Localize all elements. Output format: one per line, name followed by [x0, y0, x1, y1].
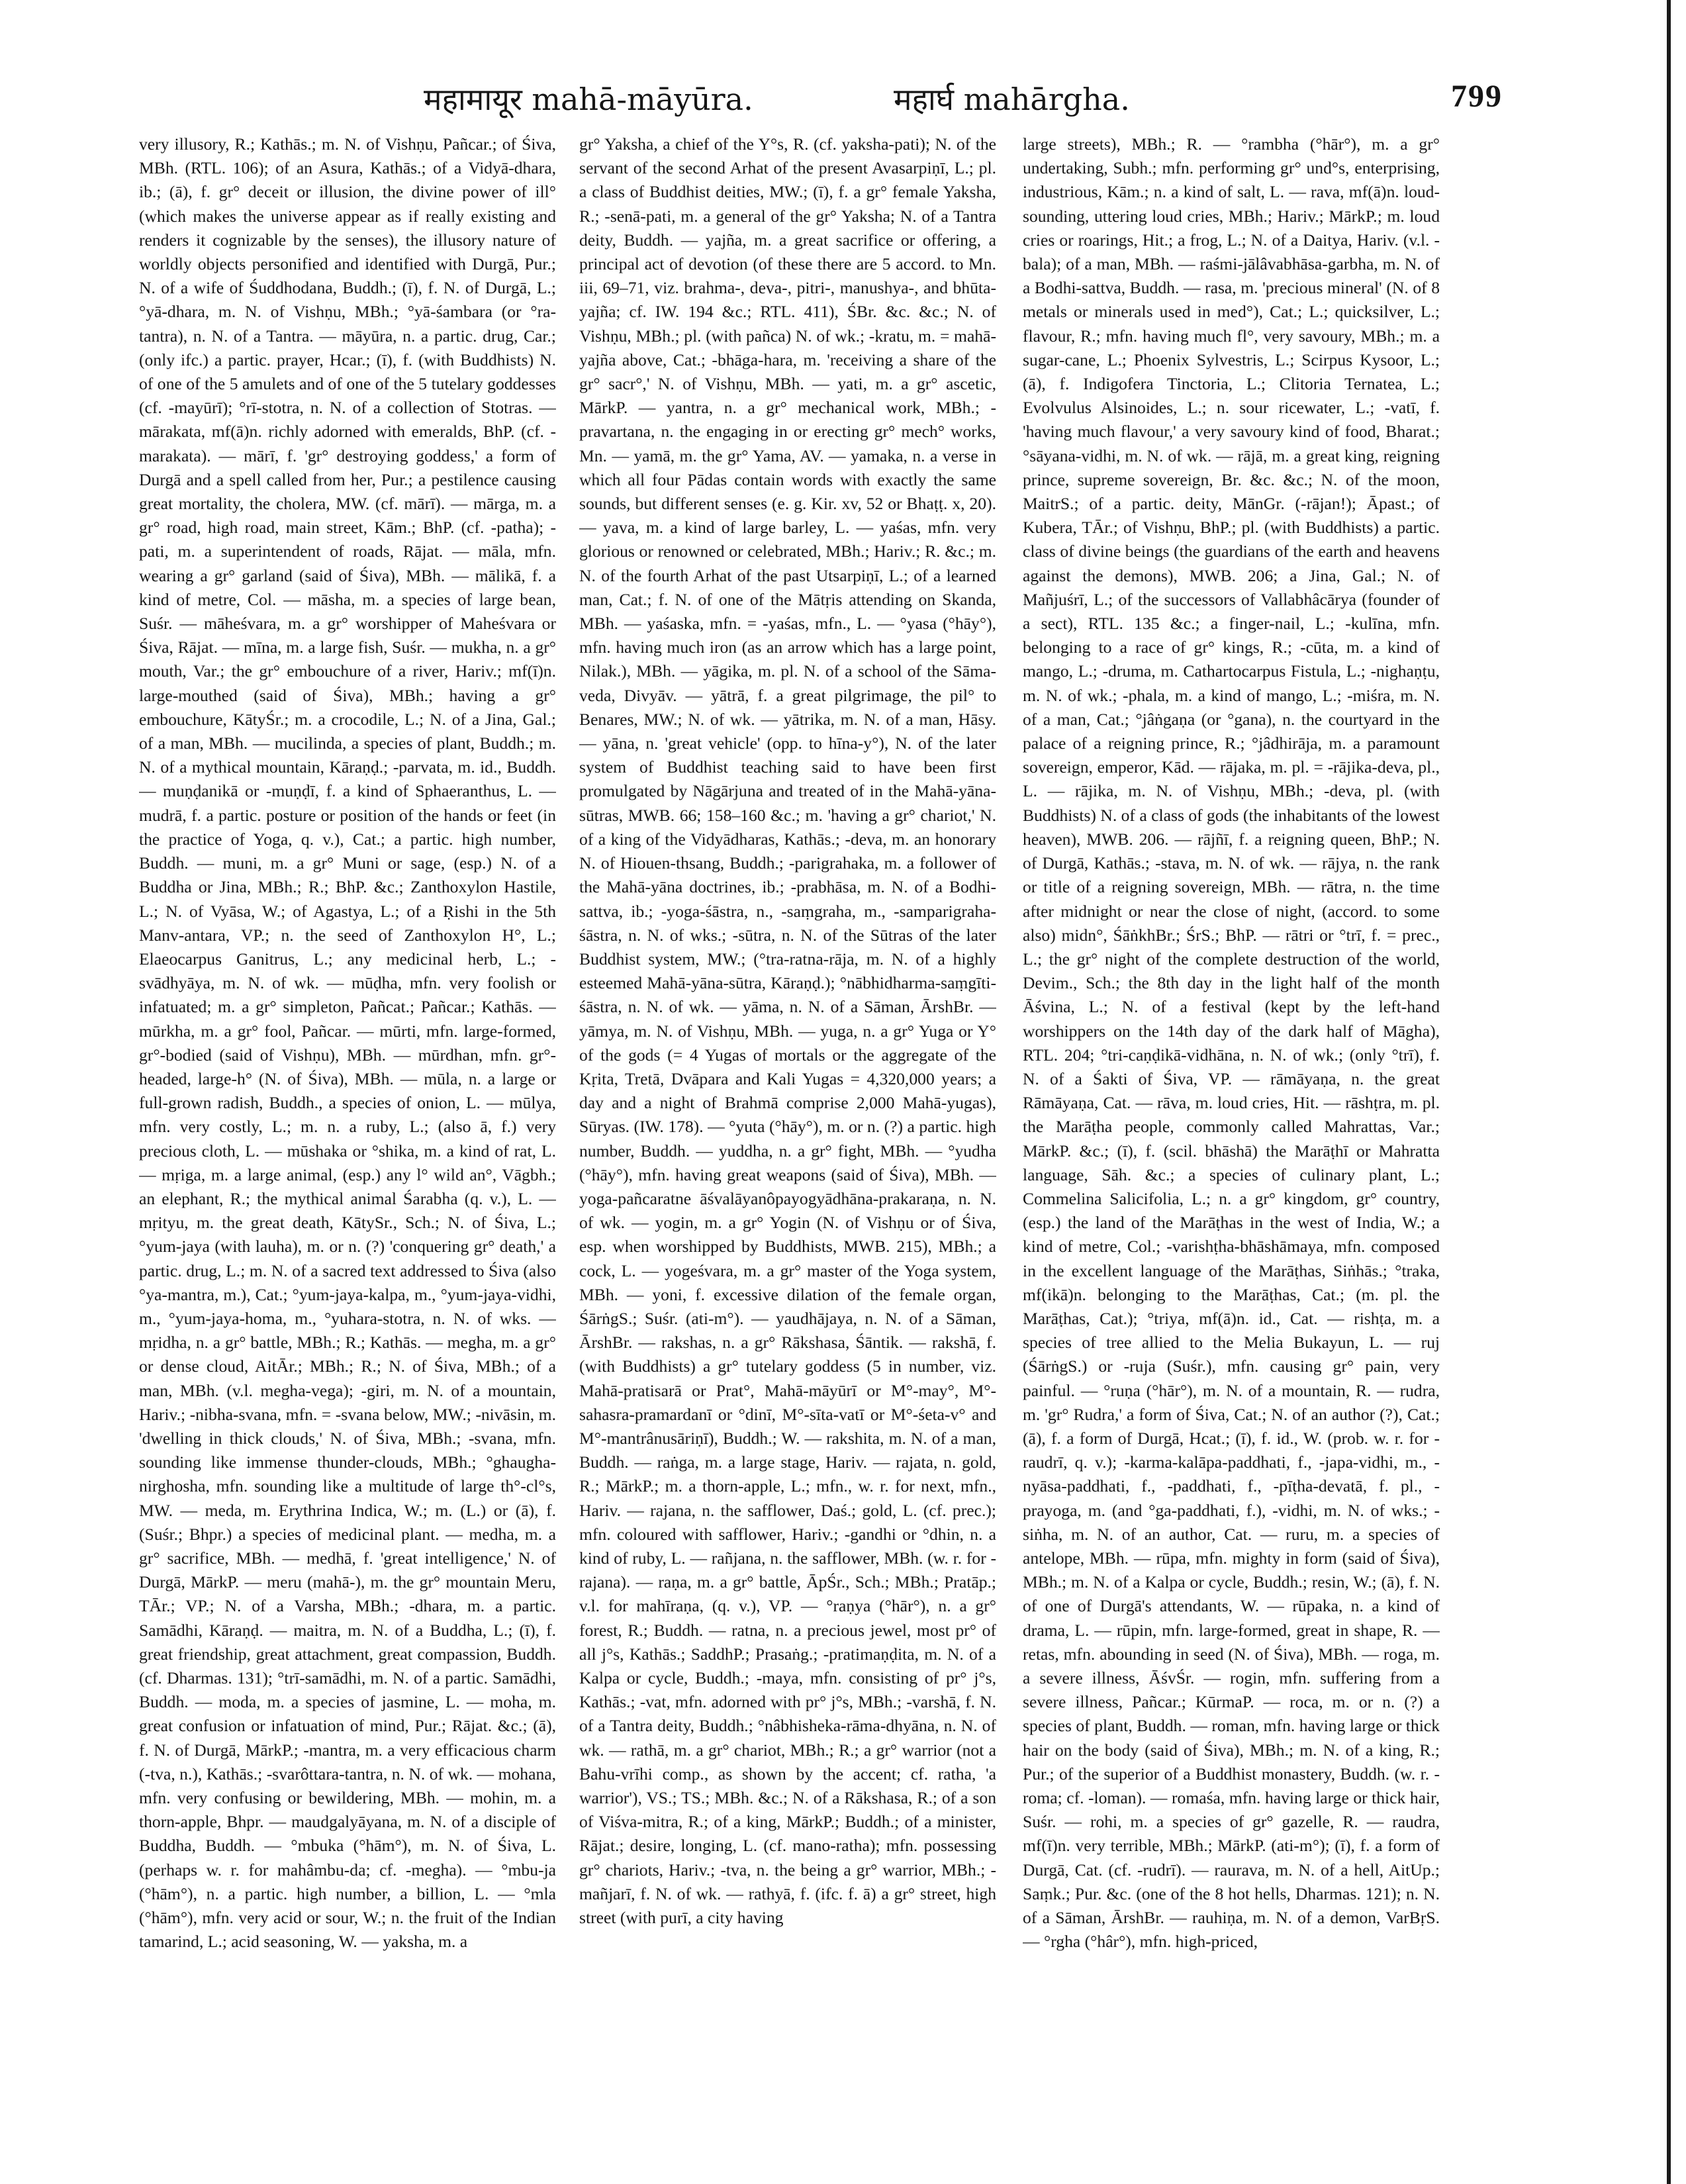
- right-edge-rule: [1667, 0, 1671, 2184]
- column-1-text: very illusory, R.; Kathās.; m. N. of Vishṇu, Pañcar.; of Śiva, MBh. (RTL. 106); of an Asura, Kathās.; of a Vidyā-dhara, ib.; (ā), f. gr° deceit or illusion, the divine power of ill° (which makes the universe appear as if really existing and renders it cognizable by the senses), the illusory nature of worldly objects personified and identified with Durgā, Pur.; N. of a wife of Śuddhodana, Buddh.; (ī), f. N. of Durgā, L.; °yā-dhara, m. N. of Vishṇu, MBh.; °yā-śambara (or °ra-tantra), n. N. of a Tantra. — māyūra, n. a partic. drug, Car.; (only ifc.) a partic. prayer, Hcar.; (ī), f. (with Buddhists) N. of one of the 5 amulets and of one of the 5 tutelary goddesses (cf. -mayūrī); °rī-stotra, n. N. of a collection of Stotras. — mārakata, mf(ā)n. richly adorned with emeralds, BhP. (cf. -marakata). — mārī, f. 'gr° destroying goddess,' a form of Durgā and a spell called from her, Pur.; a pestilence causing great mortality, the cholera, MW. (cf. mārī). — mārga, m. a gr° road, high road, main street, Kām.; BhP. (cf. -patha); -pati, m. a superintendent of roads, Rājat. — māla, mfn. wearing a gr° garland (said of Śiva), MBh. — mālikā, f. a kind of metre, Col. — māsha, m. a species of large bean, Suśr. — māheśvara, m. a gr° worshipper of Maheśvara or Śiva, Rājat. — mīna, m. a large fish, Suśr. — mukha, n. a gr° mouth, Var.; the gr° embouchure of a river, Hariv.; mf(ī)n. large-mouthed (said of Śiva), MBh.; having a gr° embouchure, KātyŚr.; m. a crocodile, L.; N. of a Jina, Gal.; of a man, MBh. — mucilinda, a species of plant, Buddh.; m. N. of a mythical mountain, Kāraṇḍ.; -parvata, m. id., Buddh. — muṇḍanikā or -muṇḍī, f. a kind of Sphaeranthus, L. — mudrā, f. a partic. posture or position of the hands or feet (in the practice of Yoga, q. v.), Cat.; a partic. high number, Buddh. — muni, m. a gr° Muni or sage, (esp.) N. of a Buddha or Jina, MBh.; R.; BhP. &c.; Zanthoxylon Hastile, L.; N. of Vyāsa, W.; of Agastya, L.; of a Ṛishi in the 5th Manv-antara, VP.; n. the seed of Zanthoxylon H°, L.; Elaeocarpus Ganitrus, L.; any medicinal herb, L.; -svādhyāya, m. N. of wk. — mūḍha, mfn. very foolish or infatuated; m. a gr° simpleton, Pañcat.; Pañcar.; Kathās. — mūrkha, m. a gr° fool, Pañcar. — mūrti, mfn. large-formed, gr°-bodied (said of Vishṇu), MBh. — mūrdhan, mfn. gr°-headed, large-h° (N. of Śiva), MBh. — mūla, n. a large or full-grown radish, Buddh., a species of onion, L. — mūlya, mfn. very costly, L.; m. n. a ruby, L.; (also ā, f.) very precious cloth, L. — mūshaka or °shika, m. a kind of rat, L. — mṛiga, m. a large animal, (esp.) any l° wild an°, Vāgbh.; an elephant, R.; the mythical animal Śarabha (q. v.), L. — mṛityu, m. the great death, KātySr., Sch.; N. of Śiva, L.; °yum-jaya (with lauha), m. or n. (?) 'conquering gr° death,' a partic. drug, L.; m. N. of a sacred text addressed to Śiva (also °ya-mantra, m.), Cat.; °yum-jaya-kalpa, m., °yum-jaya-vidhi, m., °yum-jaya-homa, m., °yuhara-stotra, n. N. of wks. — mṛidha, n. a gr° battle, MBh.; R.; Kathās. — megha, m. a gr° or dense cloud, AitĀr.; MBh.; R.; N. of Śiva, MBh.; of a man, MBh. (v.l. megha-vega); -giri, m. N. of a mountain, Hariv.; -nibha-svana, mfn. = -svana below, MW.; -nivāsin, m. 'dwelling in thick clouds,' N. of Śiva, MBh.; -svana, mfn. sounding like immense thunder-clouds, MBh.; °ghaugha-nirghosha, mfn. sounding like a multitude of large th°-cl°s, MW. — meda, m. Erythrina Indica, W.; m. (L.) or (ā), f. (Suśr.; Bhpr.) a species of medicinal plant. — medha, m. a gr° sacrifice, MBh. — medhā, f. 'great intelligence,' N. of Durgā, MārkP. — meru (mahā-), m. the gr° mountain Meru, TĀr.; VP.; N. of a Varsha, MBh.; -dhara, m. a partic. Samādhi, Kāraṇḍ. — maitra, m. N. of a Buddha, L.; (ī), f. great friendship, great attachment, great compassion, Buddh. (cf. Dharmas. 131); °trī-samādhi, m. N. of a partic. Samādhi, Buddh. — moda, m. a species of jasmine, L. — moha, m. great confusion or infatuation of mind, Pur.; Rājat. &c.; (ā), f. N. of Durgā, MārkP.; -mantra, m. a very efficacious charm (-tva, n.), Kathās.; -svarôttara-tantra, n. N. of wk. — mohana, mfn. very confusing or bewildering, MBh. — mohin, m. a thorn-apple, Bhpr. — maudgalyāyana, m. N. of a disciple of Buddha, Buddh. — °mbuka (°hām°), m. N. of Śiva, L. (perhaps w. r. for mahâmbu-da; cf. -megha). — °mbu-ja (°hām°), n. a partic. high number, a billion, L. — °mla (°hām°), mfn. very acid or sour, W.; n. the fruit of the Indian tamarind, L.; acid seasoning, W. — yaksha, m. a: [139, 134, 556, 1952]
- header-center-entry: महार्घ mahārgha.: [894, 81, 1130, 117]
- column-2-text: gr° Yaksha, a chief of the Y°s, R. (cf. yaksha-pati); N. of the servant of the second Arhat of the present Avasarpiṇī, L.; pl. a class of Buddhist deities, MW.; (ī), f. a gr° female Yaksha, R.; -senā-pati, m. a general of the gr° Yaksha; N. of a Tantra deity, Buddh. — yajña, m. a great sacrifice or offering, a principal act of devotion (of these there are 5 accord. to Mn. iii, 69–71, viz. brahma-, deva-, pitri-, manushya-, and bhūta-yajña; cf. IW. 194 &c.; RTL. 411), ŚBr. &c. &c.; N. of Vishṇu, MBh.; pl. (with pañca) N. of wk.; -kratu, m. = mahā-yajña above, Cat.; -bhāga-hara, m. 'receiving a share of the gr° sacr°,' N. of Vishṇu, MBh. — yati, m. a gr° ascetic, MārkP. — yantra, n. a gr° mechanical work, MBh.; -pravartana, n. the engaging in or erecting gr° mech° works, Mn. — yamā, m. the gr° Yama, AV. — yamaka, n. a verse in which all four Pādas contain words with exactly the same sounds, but different senses (e. g. Kir. xv, 52 or Bhaṭṭ. x, 20). — yava, m. a kind of large barley, L. — yaśas, mfn. very glorious or renowned or celebrated, MBh.; Hariv.; R. &c.; m. N. of the fourth Arhat of the past Utsarpiṇī, L.; of a learned man, Cat.; f. N. of one of the Mātṛis attending on Skanda, MBh. — yaśaska, mfn. = -yaśas, mfn., L. — °yasa (°hāy°), mfn. having much iron (as an arrow which has a large point, Nilak.), MBh. — yāgika, m. pl. N. of a school of the Sāma-veda, Divyāv. — yātrā, f. a great pilgrimage, the pil° to Benares, MW.; N. of wk. — yātrika, m. N. of a man, Hāsy. — yāna, n. 'great vehicle' (opp. to hīna-y°), N. of the later system of Buddhist teaching said to have been first promulgated by Nāgārjuna and treated of in the Mahā-yāna-sūtras, MWB. 66; 158–160 &c.; m. 'having a gr° chariot,' N. of a king of the Vidyādharas, Kathās.; -deva, m. an honorary N. of Hiouen-thsang, Buddh.; -parigrahaka, m. a follower of the Mahā-yāna doctrines, ib.; -prabhāsa, m. N. of a Bodhi-sattva, ib.; -yoga-śāstra, n., -saṃgraha, m., -samparigraha-śāstra, n. N. of wks.; -sūtra, n. N. of the Sūtras of the later Buddhist system, MW.; (°tra-ratna-rāja, m. N. of a highly esteemed Mahā-yāna-sūtra, Kāraṇḍ.); °nābhidharma-saṃgīti-śāstra, n. N. of wk. — yāma, n. N. of a Sāman, ĀrshBr. — yāmya, m. N. of Vishṇu, MBh. — yuga, n. a gr° Yuga or Y° of the gods (= 4 Yugas of mortals or the aggregate of the Kṛita, Tretā, Dvāpara and Kali Yugas = 4,320,000 years; a day and a night of Brahmā comprise 2,000 Mahā-yugas), Sūryas. (IW. 178). — °yuta (°hāy°), m. or n. (?) a partic. high number, Buddh. — yuddha, n. a gr° fight, MBh. — °yudha (°hāy°), mfn. having great weapons (said of Śiva), MBh. — yoga-pañcaratne āśvalāyanôpayogyādhāna-prakaraṇa, n. N. of wk. — yogin, m. a gr° Yogin (N. of Vishṇu or of Śiva, esp. when worshipped by Buddhists, MWB. 215), MBh.; a cock, L. — yogeśvara, m. a gr° master of the Yoga system, MBh. — yoni, f. excessive dilation of the female organ, ŚārṅgS.; Suśr. (ati-m°). — yaudhājaya, n. N. of a Sāman, ĀrshBr. — rakshas, n. a gr° Rākshasa, Śāntik. — rakshā, f. (with Buddhists) a gr° tutelary goddess (5 in number, viz. Mahā-pratisarā or Prat°, Mahā-māyūrī or M°-may°, M°-sahasra-pramardanī or °dinī, M°-sīta-vatī or M°-śeta-v° and M°-mantrânusāriṇī), Buddh.; W. — rakshita, m. N. of a man, Buddh. — raṅga, m. a large stage, Hariv. — rajata, n. gold, R.; MārkP.; m. a thorn-apple, L.; mfn., w. r. for next, mfn., Hariv. — rajana, n. the safflower, Daś.; gold, L. (cf. prec.); mfn. coloured with safflower, Hariv.; -gandhi or °dhin, n. a kind of ruby, L. — rañjana, n. the safflower, MBh. (w. r. for -rajana). — raṇa, m. a gr° battle, ĀpŚr., Sch.; MBh.; Pratāp.; v.l. for mahīraṇa, (q. v.), VP. — °raṇya (°hār°), n. a gr° forest, R.; Buddh. — ratna, n. a precious jewel, most pr° of all j°s, Kathās.; SaddhP.; Prasaṅg.; -pratimaṇḍita, m. N. of a Kalpa or cycle, Buddh.; -maya, mfn. consisting of pr° j°s, Kathās.; -vat, mfn. adorned with pr° j°s, MBh.; -varshā, f. N. of a Tantra deity, Buddh.; °nâbhisheka-rāma-dhyāna, n. N. of wk. — rathā, m. a gr° chariot, MBh.; R.; a gr° warrior (not a Bahu-vrīhi comp., as shown by the accent; cf. ratha, 'a warrior'), VS.; TS.; MBh. &c.; N. of a Rākshasa, R.; of a son of Viśva-mitra, R.; of a king, MārkP.; Buddh.; of a minister, Rājat.; desire, longing, L. (cf. mano-ratha); mfn. possessing gr° chariots, Hariv.; -tva, n. the being a gr° warrior, MBh.; -mañjarī, f. N. of wk. — rathyā, f. (ifc. f. ā) a gr° street, high street (with purī, a city having: [579, 134, 996, 1928]
- text-column-3: [1023, 132, 1440, 2158]
- text-column-2: [579, 132, 996, 2158]
- page-header: [139, 78, 1503, 124]
- column-3-text: large streets), MBh.; R. — °rambha (°hār°), m. a gr° undertaking, Subh.; mfn. performing gr° und°s, enterprising, industrious, Kām.; n. a kind of salt, L. — rava, mf(ā)n. loud-sounding, uttering loud cries, MBh.; Hariv.; MārkP.; m. loud cries or roarings, Hit.; a frog, L.; N. of a Daitya, Hariv. (v.l. -bala); of a man, MBh. — raśmi-jālâvabhāsa-garbha, m. N. of a Bodhi-sattva, Buddh. — rasa, m. 'precious mineral' (N. of 8 metals or minerals used in med°), Cat.; L.; quicksilver, L.; flavour, R.; mfn. having much fl°, very savoury, MBh.; m. a sugar-cane, L.; Phoenix Sylvestris, L.; Scirpus Kysoor, L.; (ā), f. Indigofera Tinctoria, L.; Clitoria Ternatea, L.; Evolvulus Alsinoides, L.; n. sour ricewater, L.; -vatī, f. 'having much flavour,' a very savoury kind of food, Bharat.; °sāyana-vidhi, m. N. of wk. — rājā, m. a great king, reigning prince, supreme sovereign, Br. &c. &c.; N. of the moon, MaitrS.; of a partic. deity, MānGr. (-rājan!); Āpast.; of Kubera, TĀr.; of Vishṇu, BhP.; pl. (with Buddhists) a partic. class of divine beings (the guardians of the earth and heavens against the demons), MWB. 206; a Jina, Gal.; N. of Mañjuśrī, L.; of the successors of Vallabhâcārya (founder of a sect), RTL. 135 &c.; a finger-nail, L.; -kulīna, mfn. belonging to a race of gr° kings, R.; -cūta, m. a kind of mango, L.; -druma, m. Cathartocarpus Fistula, L.; -nighaṇṭu, m. N. of wk.; -phala, m. a kind of mango, L.; -miśra, m. N. of a man, Cat.; °jâṅgaṇa (or °gana), n. the courtyard in the palace of a reigning prince, R.; °jâdhirāja, m. a paramount sovereign, emperor, Kād. — rājaka, m. pl. = -rājika-deva, pl., L. — rājika, m. N. of Vishṇu, MBh.; -deva, pl. (with Buddhists) N. of a class of gods (the inhabitants of the lowest heaven), MWB. 206. — rājñī, f. a reigning queen, BhP.; N. of Durgā, Kathās.; -stava, m. N. of wk. — rājya, n. the rank or title of a reigning sovereign, MBh. — rātra, n. the time after midnight or near the close of night, (accord. to some also) midn°, ŚāṅkhBr.; ŚrS.; BhP. — rātri or °trī, f. = prec., L.; the gr° night of the complete destruction of the world, Devim., Sch.; the 8th day in the light half of the month Āśvina, L.; N. of a festival (kept by the left-hand worshippers on the 14th day of the dark half of Māgha), RTL. 204; °tri-caṇḍikā-vidhāna, n. N. of wk.; (only °trī), f. N. of a Śakti of Śiva, VP. — rāmāyaṇa, n. the great Rāmāyaṇa, Cat. — rāva, m. loud cries, Hit. — rāshṭra, m. pl. the Marāṭha people, commonly called Mahrattas, Var.; MārkP. &c.; (ī), f. (scil. bhāshā) the Marāṭhī or Mahratta language, Sāh. &c.; a species of culinary plant, L.; Commelina Salicifolia, L.; n. a gr° kingdom, gr° country, (esp.) the land of the Marāṭhas in the west of India, W.; a kind of metre, Col.; -varishṭha-bhāshāmaya, mfn. composed in the excellent language of the Marāṭhas, Siṅhās.; °traka, mf(ikā)n. belonging to the Marāṭhas, Cat.; (m. pl. the Marāṭhas, Cat.); °triya, mf(ā)n. id., Cat. — rishṭa, m. a species of tree allied to the Melia Bukayun, L. — ruj (ŚārṅgS.) or -ruja (Suśr.), mfn. causing gr° pain, very painful. — °ruṇa (°hār°), m. N. of a mountain, R. — rudra, m. 'gr° Rudra,' a form of Śiva, Cat.; N. of an author (?), Cat.; (ā), f. a form of Durgā, Hcat.; (ī), f. id., W. (prob. w. r. for -raudrī, q. v.); -karma-kalāpa-paddhati, f., -japa-vidhi, m., -nyāsa-paddhati, f., -paddhati, f., -pīṭha-devatā, f. pl., -prayoga, m. (and °ga-paddhati, f.), -vidhi, m. N. of wks.; -siṅha, m. N. of an author, Cat. — ruru, m. a species of antelope, MBh. — rūpa, mfn. mighty in form (said of Śiva), MBh.; m. N. of a Kalpa or cycle, Buddh.; resin, W.; (ā), f. N. of one of Durgā's attendants, W. — rūpaka, n. a kind of drama, L. — rūpin, mfn. large-formed, great in shape, R. — retas, mfn. abounding in seed (N. of Śiva), MBh. — roga, m. a severe illness, ĀśvŚr. — rogin, mfn. suffering from a severe illness, Pañcar.; KūrmaP. — roca, m. or n. (?) a species of plant, Buddh. — roman, mfn. having large or thick hair on the body (said of Śiva), MBh.; m. N. of a king, R.; Pur.; of the superior of a Buddhist monastery, Buddh. (w. r. -roma; cf. -loman). — romaśa, mfn. having large or thick hair, Suśr. — rohi, m. a species of gr° gazelle, R. — raudra, mf(ī)n. very terrible, MBh.; MārkP. (ati-m°); (ī), f. a form of Durgā, Cat. (cf. -rudrī). — raurava, m. N. of a hell, AitUp.; Saṃk.; Pur. &c. (one of the 8 hot hells, Dharmas. 121); n. N. of a Sāman, ĀrshBr. — rauhiṇa, m. N. of a demon, VarBṛS. — °rgha (°hâr°), mfn. high-priced,: [1023, 134, 1440, 1952]
- page-number: 799: [1451, 79, 1503, 114]
- text-column-1: [139, 132, 556, 2158]
- header-left-entry: महामायूर mahā-māyūra.: [424, 81, 753, 117]
